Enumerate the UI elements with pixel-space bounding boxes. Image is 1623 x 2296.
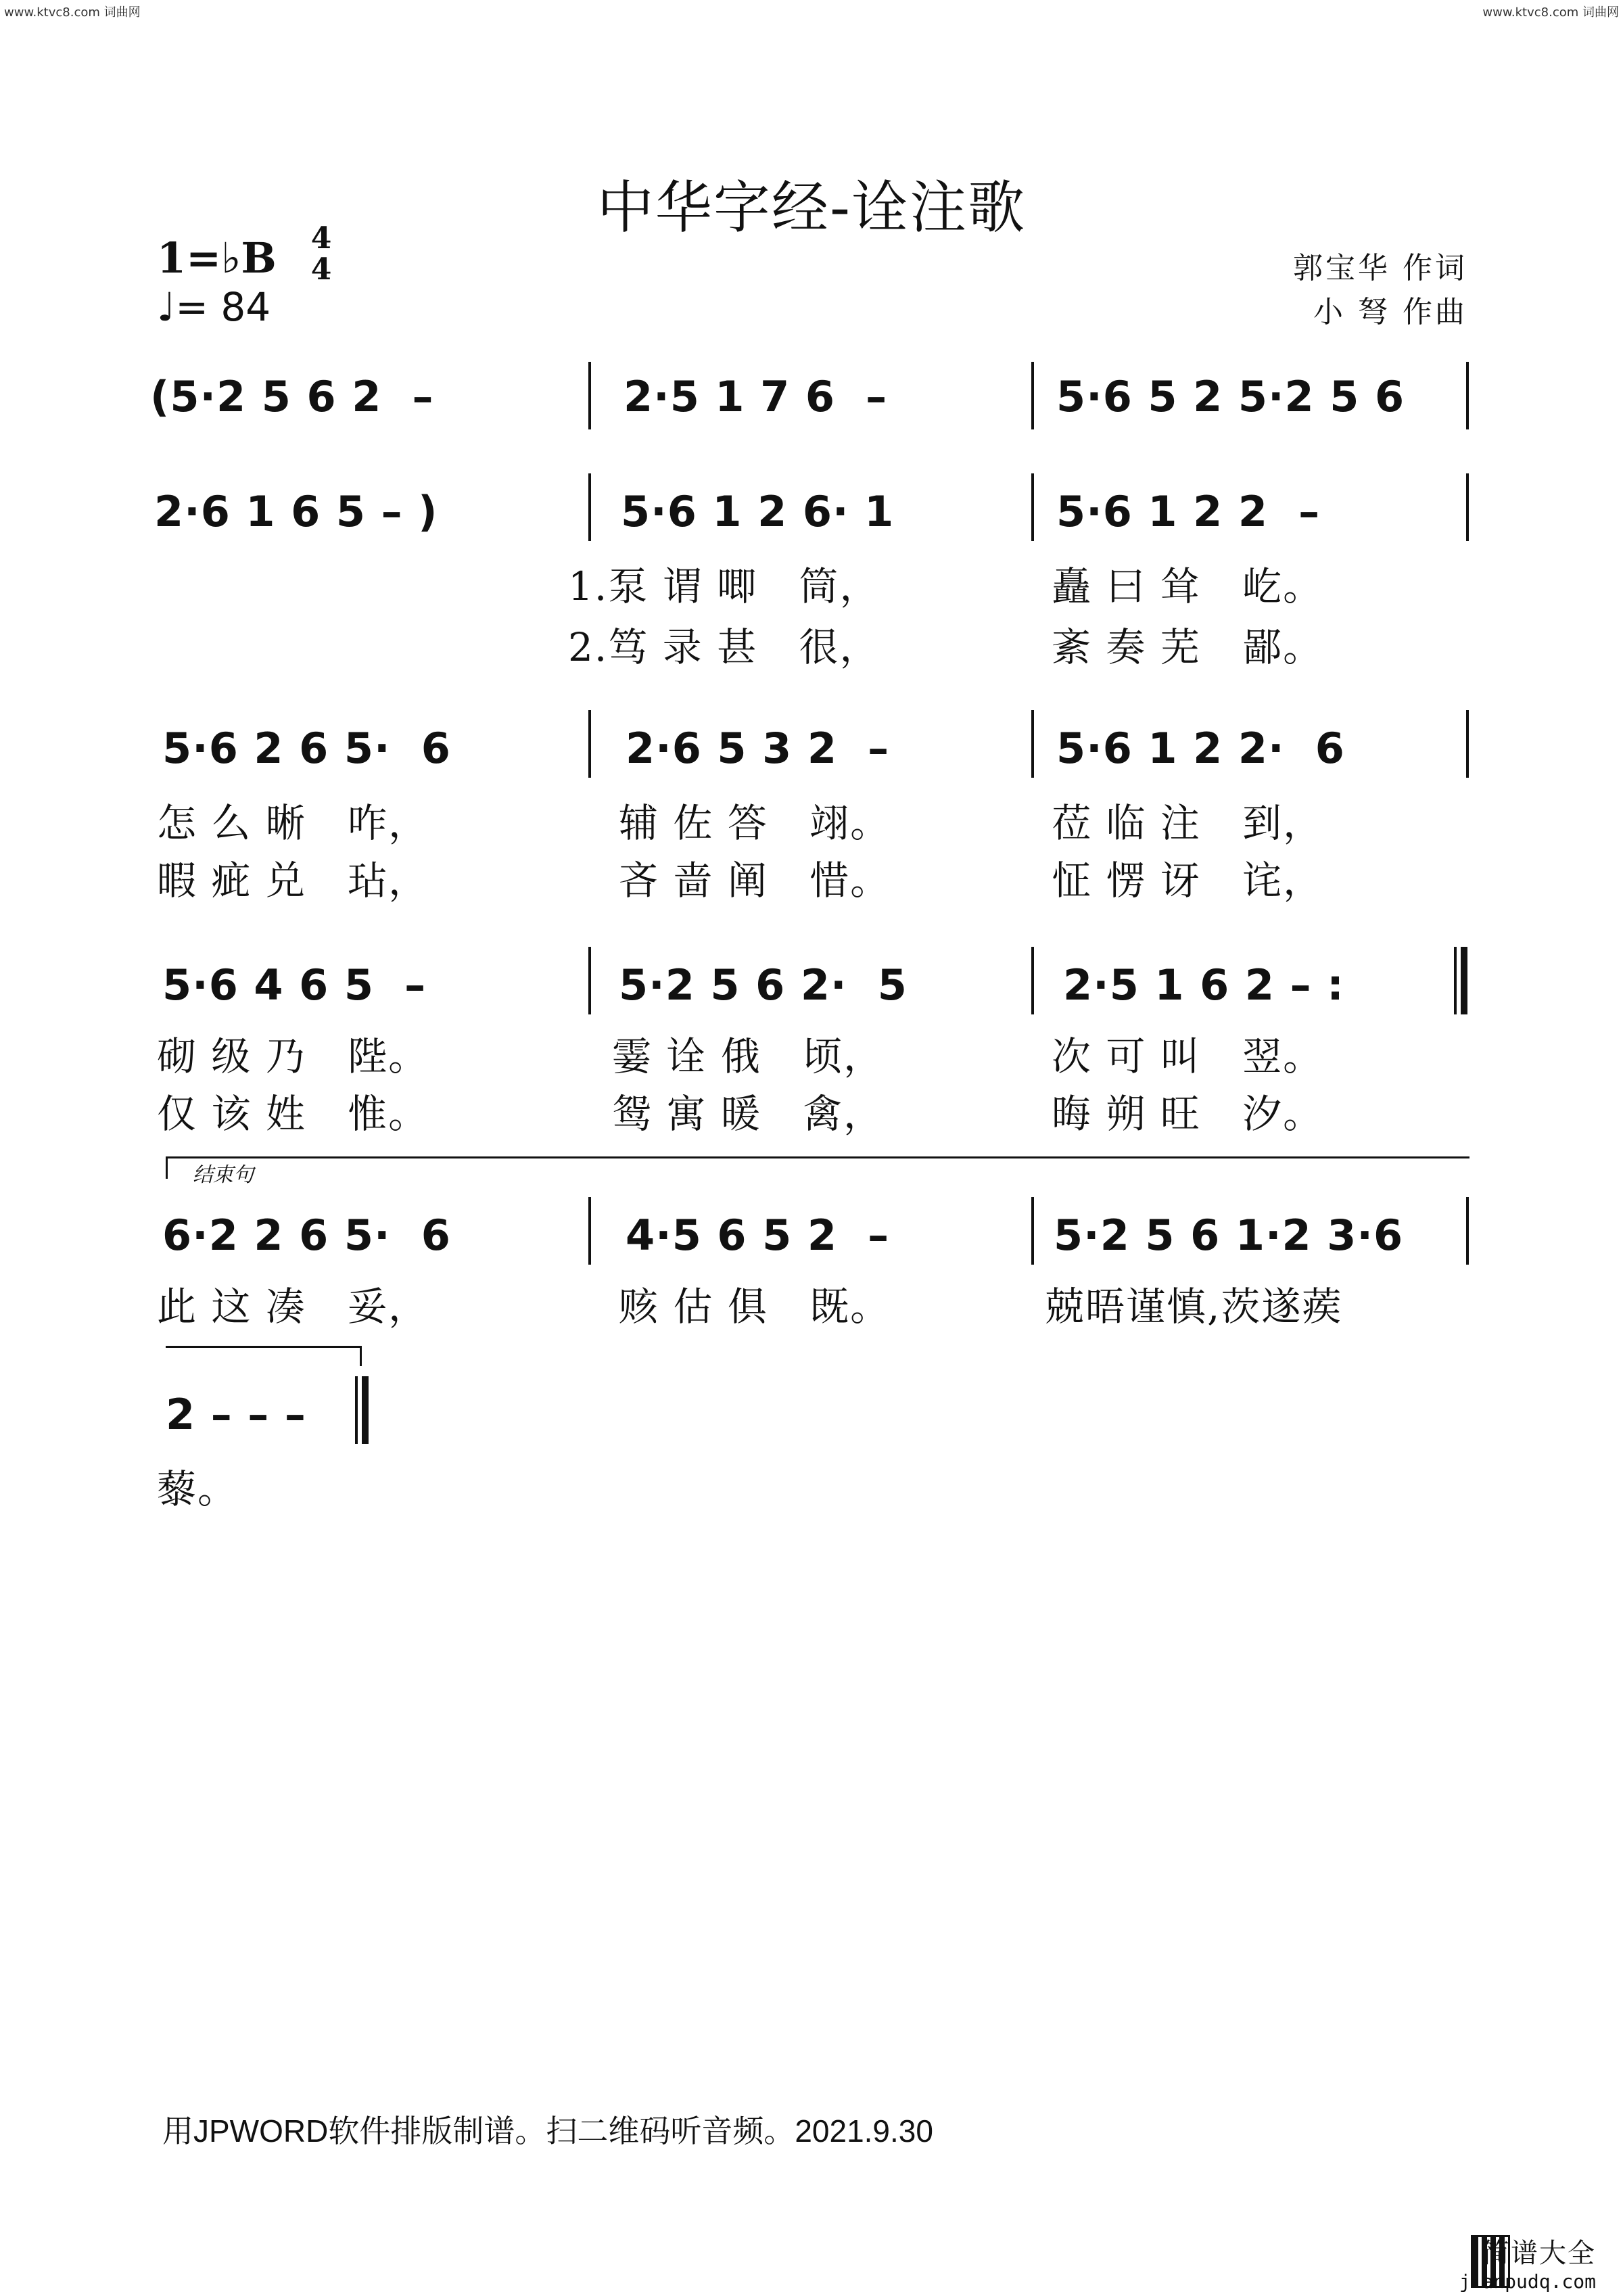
lyric-v2: 紊 奏 芜 鄙。 [1052, 624, 1324, 670]
lyric-v1: 怎 么 晰 咋， [157, 800, 429, 846]
lyric-ending: 赅 估 俱 既。 [619, 1284, 891, 1330]
lyric-ending: 兢晤谨慎,茨遂蒺 [1045, 1284, 1343, 1330]
barline [1466, 710, 1469, 778]
barline [588, 947, 591, 1014]
final-bracket [166, 1346, 362, 1348]
measure-8-notes: 2·6 5 3 2 – [626, 724, 890, 773]
barline [1031, 473, 1034, 541]
lyric-v1: 砌 级 乃 陛。 [157, 1033, 429, 1079]
ending-label: 结束句 [193, 1163, 254, 1187]
composer-credit: 小 弩 作曲 [1313, 295, 1467, 329]
ending-bracket [166, 1156, 1469, 1179]
measure-5-notes: 5·6 1 2 6· 1 [621, 487, 895, 536]
lyric-v2: 鸳 寓 暖 禽， [612, 1091, 885, 1137]
barline [1466, 362, 1469, 429]
lyric-v2: 2.笃 录 甚 很， [568, 624, 880, 670]
lyric-v2: 吝 啬 阐 惜。 [619, 858, 891, 904]
footer-note: 用JPWORD软件排版制谱。扫二维码听音频。2021.9.30 [162, 2113, 933, 2149]
barline [588, 362, 591, 429]
barline [588, 473, 591, 541]
measure-11-notes: 5·2 5 6 2· 5 [619, 960, 908, 1010]
lyric-v1: 1.泵 谓 唧 筒， [568, 563, 880, 609]
barline [588, 1197, 591, 1265]
tempo-marking: ♩= 84 [157, 284, 271, 330]
lyric-v2: 晦 朔 旺 汐。 [1052, 1091, 1324, 1137]
header-site-left: www.ktvc8.com 词曲网 [4, 5, 141, 20]
page-title: 中华字经-诠注歌 [596, 174, 1027, 241]
barline [1031, 1197, 1034, 1265]
barline [1466, 473, 1469, 541]
barline [1031, 710, 1034, 778]
barline [1466, 1197, 1469, 1265]
measure-2-notes: 2·5 1 7 6 – [624, 372, 888, 421]
meter-bottom: 4 [310, 252, 332, 287]
key-signature: 1=♭B [157, 233, 277, 283]
measure-7-notes: 5·6 2 6 5· 6 [162, 724, 451, 773]
lyric-v1: 霎 诠 俄 顷， [612, 1033, 885, 1079]
measure-1-notes: (5·2 5 6 2 – [150, 372, 434, 421]
lyric-v2: 仅 该 姓 惟。 [157, 1091, 429, 1137]
lyricist-credit: 郭宝华 作词 [1293, 251, 1467, 285]
measure-3-notes: 5·6 5 2 5·2 5 6 [1056, 372, 1405, 421]
measure-15-notes: 5·2 5 6 1·2 3·6 [1054, 1211, 1404, 1260]
brand-name: 简谱大全 [1482, 2238, 1596, 2269]
final-bracket-tick [360, 1346, 362, 1366]
lyric-v2: 怔 愣 讶 诧， [1052, 858, 1324, 904]
lyric-v2: 暇 疵 兑 玷， [157, 858, 429, 904]
final-barline-thin [355, 1376, 358, 1444]
barline [1031, 362, 1034, 429]
barline [588, 710, 591, 778]
brand-url: jianpudq.com [1459, 2270, 1596, 2293]
measure-16-notes: 2 – – – [166, 1390, 306, 1439]
meter-top: 4 [310, 221, 332, 256]
measure-13-notes: 6·2 2 6 5· 6 [162, 1211, 451, 1260]
repeat-barline-thick [1461, 947, 1467, 1014]
final-barline-thick [362, 1376, 369, 1444]
measure-6-notes: 5·6 1 2 2 – [1056, 487, 1321, 536]
time-signature [301, 223, 342, 285]
measure-12-notes: 2·5 1 6 2 – : [1063, 960, 1344, 1010]
header-site-right: www.ktvc8.com 词曲网 [1482, 5, 1619, 20]
brand-logo [1459, 2232, 1596, 2293]
lyric-v1: 次 可 叫 翌。 [1052, 1033, 1324, 1079]
lyric-ending: 此 这 凑 妥， [157, 1284, 429, 1330]
measure-4-notes: 2·6 1 6 5 – ) [154, 487, 438, 536]
repeat-barline-thin [1454, 947, 1457, 1014]
lyric-ending-final: 藜。 [157, 1466, 239, 1512]
lyric-v1: 矗 曰 耸 屹。 [1052, 563, 1324, 609]
measure-14-notes: 4·5 6 5 2 – [626, 1211, 890, 1260]
measure-10-notes: 5·6 4 6 5 – [162, 960, 427, 1010]
lyric-v1: 莅 临 注 到， [1052, 800, 1324, 846]
barline [1031, 947, 1034, 1014]
lyric-v1: 辅 佐 答 翊。 [619, 800, 891, 846]
measure-9-notes: 5·6 1 2 2· 6 [1056, 724, 1345, 773]
